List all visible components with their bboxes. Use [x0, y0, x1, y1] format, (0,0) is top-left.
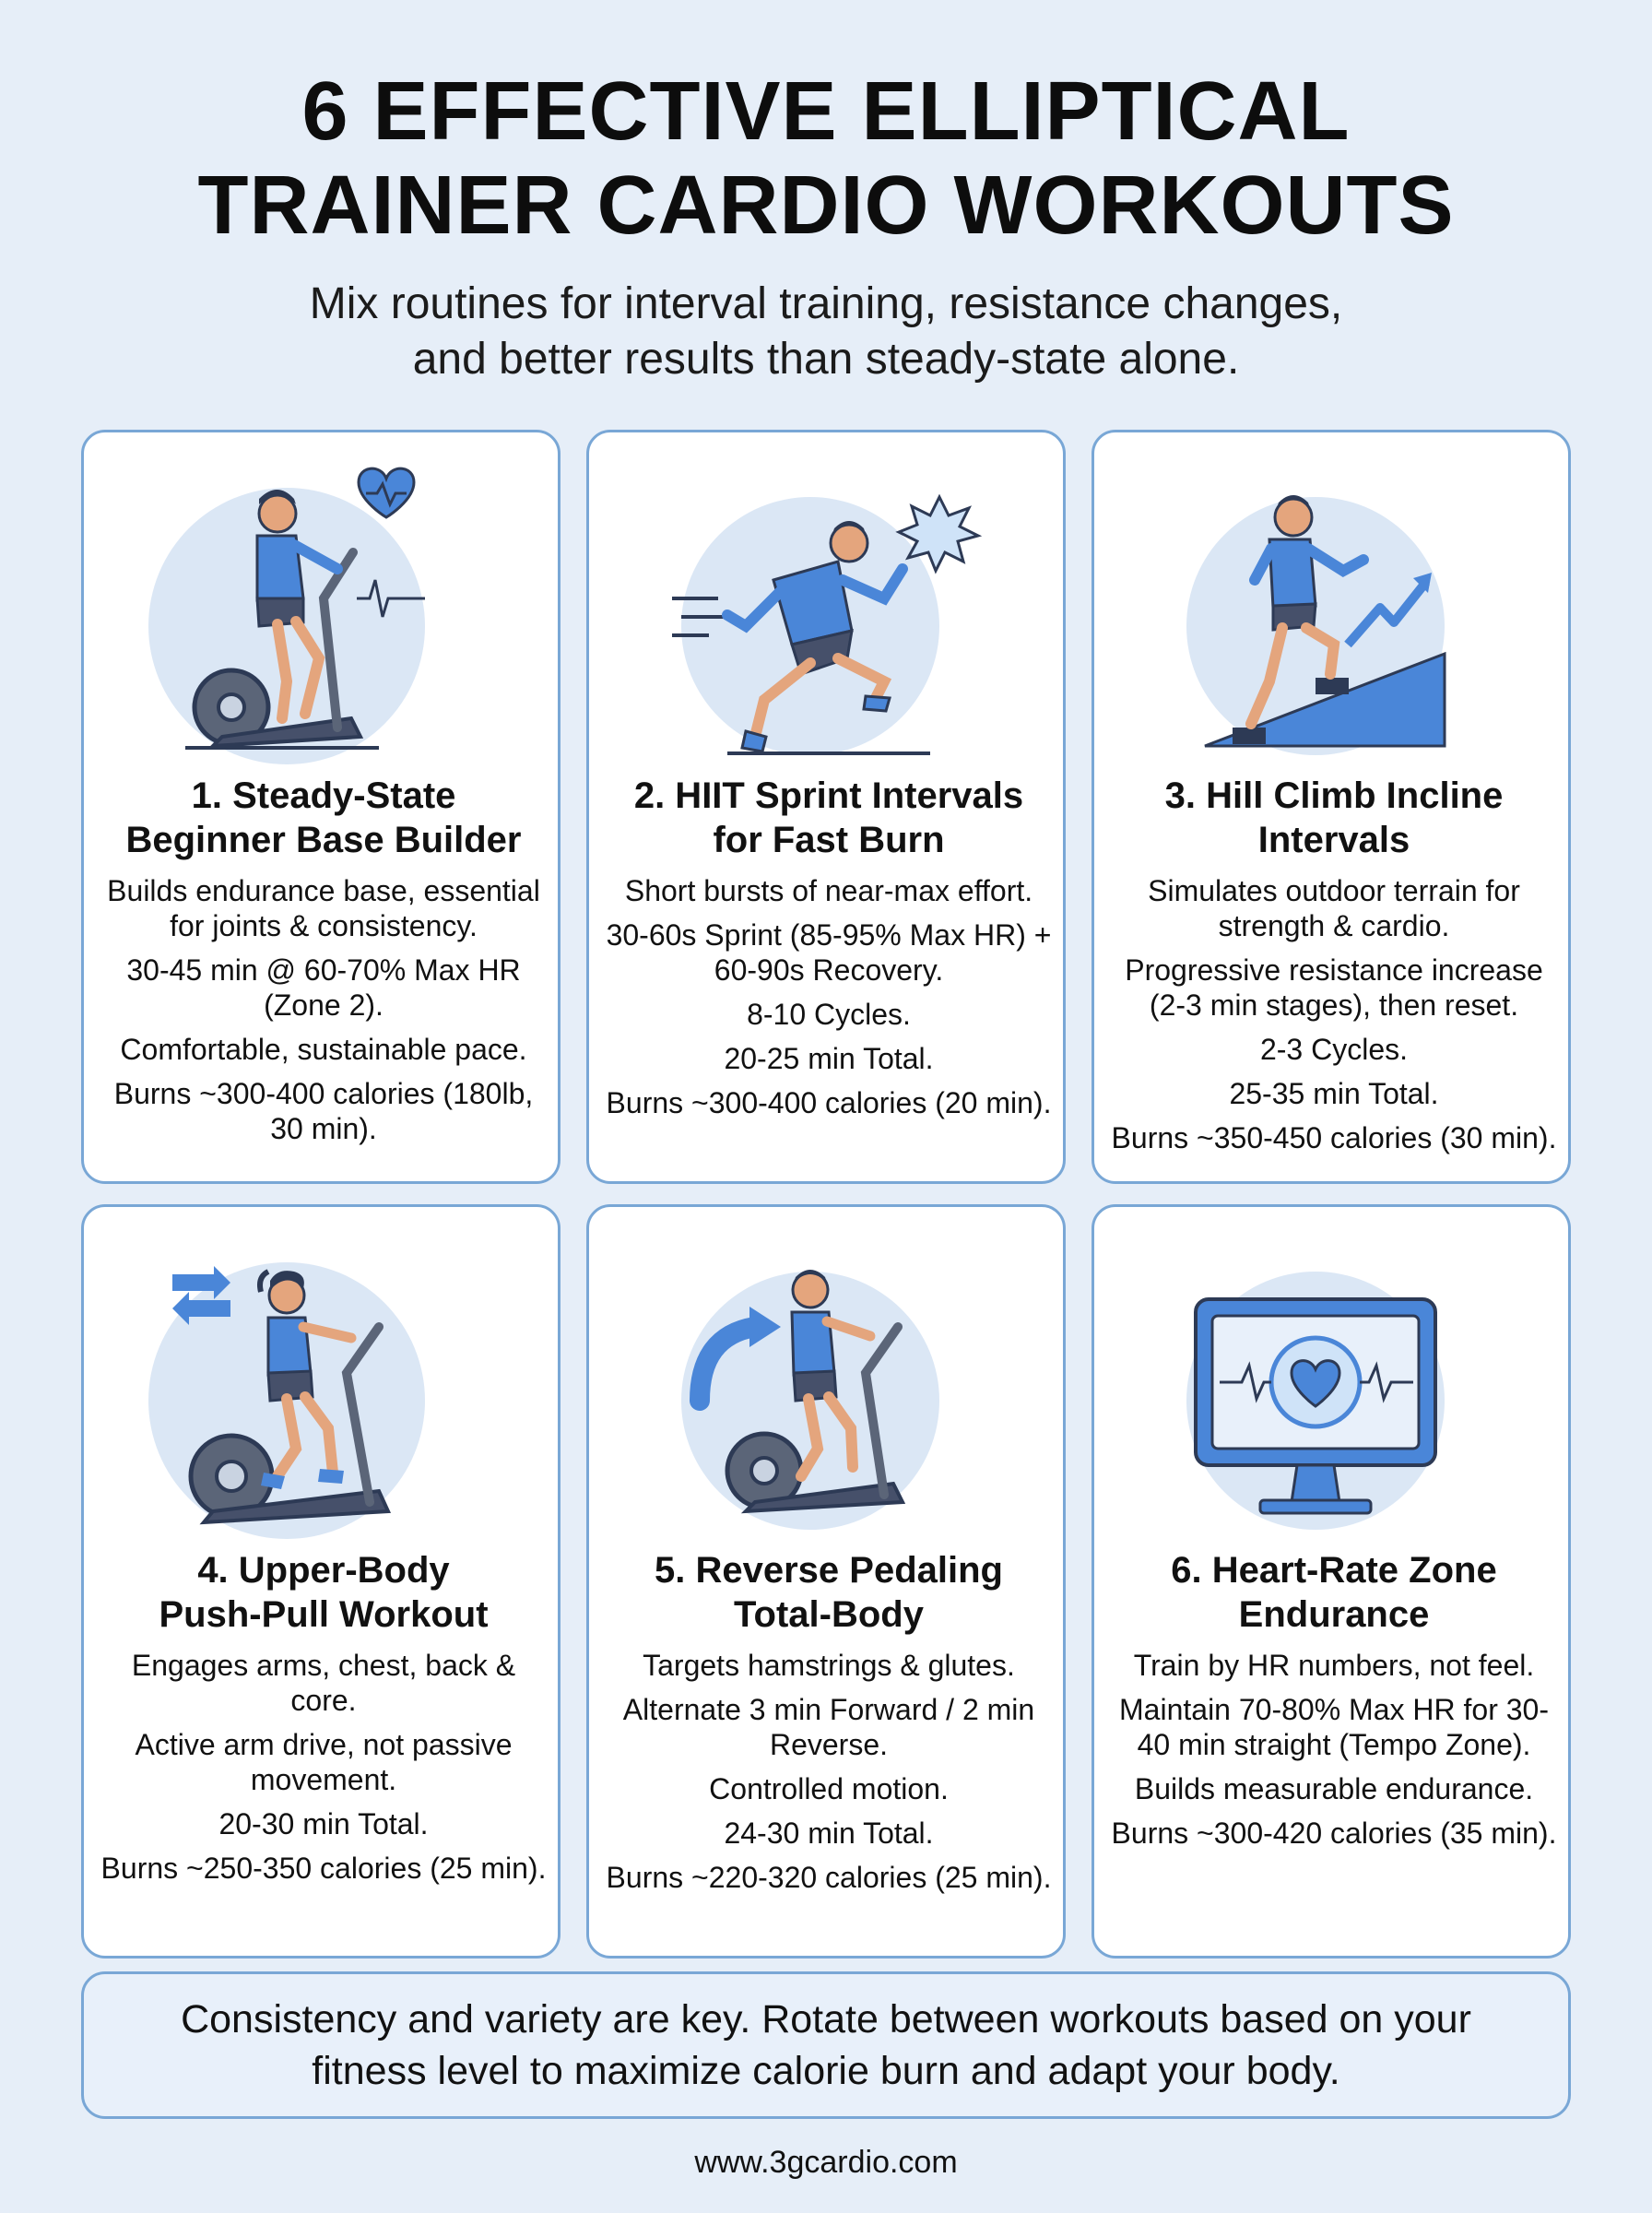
website-link[interactable]: www.3gcardio.com: [694, 2145, 958, 2180]
workout-card-2: [586, 430, 1066, 1184]
workout-card-6: [1092, 1204, 1571, 1959]
workout-card-4: [81, 1204, 560, 1959]
elliptical-heart-icon: [148, 460, 499, 774]
workout-title: 5. Reverse Pedaling Total-Body: [655, 1550, 1003, 1635]
workout-title: 1. Steady-State Beginner Base Builder: [125, 775, 522, 860]
reverse-pedal-elliptical-icon: [654, 1235, 1004, 1548]
hill-climb-icon: [1159, 460, 1509, 774]
workout-title: 2. HIIT Sprint Intervals for Fast Burn: [633, 775, 1024, 860]
workout-card-1: [81, 430, 560, 1184]
title-line-2: TRAINER CARDIO WORKOUTS: [197, 160, 1455, 252]
workout-title: 4. Upper-Body Push-Pull Workout: [159, 1550, 489, 1635]
footer-note: [81, 1971, 1571, 2119]
workout-title: 6. Heart-Rate Zone Endurance: [1171, 1550, 1497, 1635]
workout-title: 3. Hill Climb Incline Intervals: [1164, 775, 1504, 860]
workout-card-5: [586, 1204, 1066, 1959]
subtitle-line-2: and better results than steady-state alone.: [412, 335, 1240, 384]
heart-rate-monitor-icon: [1159, 1235, 1509, 1548]
workout-card-3: [1092, 430, 1571, 1184]
subtitle-line-1: Mix routines for interval training, resistance changes,: [309, 279, 1343, 328]
workout-details: Builds endurance base, essential for joints & consistency. 30-45 min @ 60-70% Max HR (Zone 2). Comfortable, sustainable pace. Burns ~300-400 calories (180lb, 30 min).: [107, 874, 540, 1145]
push-pull-elliptical-icon: [148, 1235, 499, 1548]
workout-details: Simulates outdoor terrain for strength & cardio. Progressive resistance increase (2-3 min stages), then reset. 2-3 Cycles. 25-35 min Total. Burns ~350-450 calories (30 min).: [1111, 874, 1557, 1154]
footer-note-text: Consistency and variety are key. Rotate between workouts based on your fitness level to maximize calorie burn and adapt your body.: [181, 1997, 1471, 2093]
workout-details: Train by HR numbers, not feel. Maintain 70-80% Max HR for 30-40 min straight (Tempo Zone). Builds measurable endurance. Burns ~300-420 calories (35 min).: [1111, 1649, 1557, 1850]
workout-details: Targets hamstrings & glutes. Alternate 3 min Forward / 2 min Reverse. Controlled motion. 24-30 min Total. Burns ~220-320 calories (25 min).: [606, 1649, 1052, 1894]
sprinter-burst-icon: [654, 460, 1004, 774]
page-title: [0, 65, 1652, 253]
workout-details: Short bursts of near-max effort. 30-60s Sprint (85-95% Max HR) + 60-90s Recovery. 8-10 Cycles. 20-25 min Total. Burns ~300-400 calories (20 min).: [606, 874, 1052, 1119]
workout-details: Engages arms, chest, back & core. Active arm drive, not passive movement. 20-30 min Total. Burns ~250-350 calories (25 min).: [100, 1649, 547, 1885]
title-line-1: 6 EFFECTIVE ELLIPTICAL: [301, 65, 1351, 158]
page-subtitle: [0, 277, 1652, 387]
